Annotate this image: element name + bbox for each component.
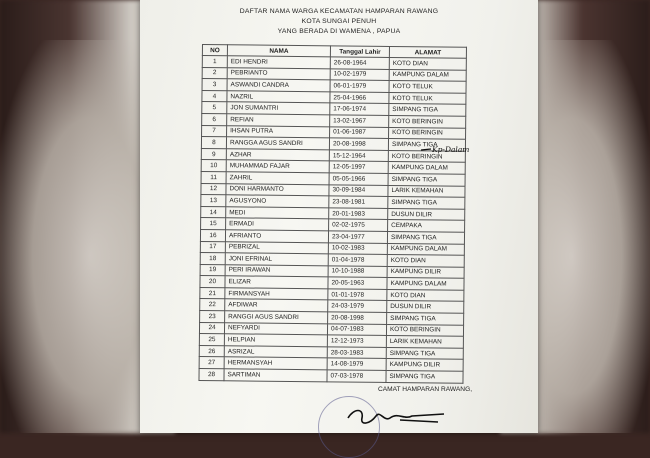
cell-birthdate: 28-03-1983 — [327, 347, 386, 359]
cell-address: KAMPUNG DALAM — [387, 278, 464, 290]
cell-name: PEBRIZAL — [225, 241, 328, 254]
cell-address: SIMPANG TIGA — [386, 347, 463, 359]
cell-name: ELIZAR — [225, 276, 328, 289]
cell-birthdate: 20-08-1998 — [329, 138, 388, 150]
cell-address: KAMPUNG DALAM — [388, 162, 465, 174]
column-header-name: NAMA — [227, 45, 330, 57]
cell-no: 3 — [202, 79, 227, 91]
table-row — [199, 369, 463, 383]
column-header-birthdate: Tanggal Lahir — [330, 46, 389, 58]
cell-address: KOTO DIAN — [387, 255, 464, 267]
cell-birthdate: 20-05-1963 — [328, 277, 387, 289]
cell-name: HELPIAN — [224, 334, 327, 347]
cell-no: 24 — [199, 322, 224, 334]
cell-birthdate: 12-05-1997 — [329, 161, 388, 173]
cell-birthdate: 20-01-1983 — [329, 208, 388, 220]
cell-name: ASRIZAL — [224, 346, 327, 359]
cell-address: SIMPANG TIGA — [389, 104, 466, 116]
cell-name: PEBRIANTO — [227, 67, 330, 80]
cell-no: 1 — [202, 56, 227, 68]
cell-address: KAMPUNG DILIR — [387, 266, 464, 278]
cell-address: KOTO DIAN — [389, 57, 466, 69]
cell-no: 11 — [201, 171, 226, 183]
cell-birthdate: 13-02-1967 — [330, 115, 389, 127]
cell-birthdate: 26-08-1964 — [330, 57, 389, 69]
cell-name: IHSAN PUTRA — [227, 125, 330, 138]
cell-no: 2 — [202, 67, 227, 79]
cell-address: KOTO BERINGIN — [389, 115, 466, 127]
document-title: DAFTAR NAMA WARGA KECAMATAN HAMPARAN RAWANG — [239, 8, 439, 15]
cell-address: KOTO DIAN — [387, 289, 464, 301]
cell-birthdate: 15-12-1964 — [329, 150, 388, 162]
cell-no: 21 — [200, 287, 225, 299]
cell-birthdate: 06-01-1979 — [330, 80, 389, 92]
cell-birthdate: 05-05-1966 — [329, 173, 388, 185]
cell-no: 8 — [201, 137, 226, 149]
cell-no: 23 — [200, 311, 225, 323]
cell-no: 18 — [200, 253, 225, 265]
cell-no: 17 — [200, 241, 225, 253]
cell-no: 9 — [201, 148, 226, 160]
cell-birthdate: 02-02-1975 — [329, 219, 388, 231]
cell-address: KOTO BERINGIN — [389, 127, 466, 139]
column-header-address: ALAMAT — [389, 46, 466, 58]
cell-birthdate: 17-06-1974 — [330, 103, 389, 115]
cell-address: DUSUN DILIR — [387, 301, 464, 313]
cell-address: KOTO TELUK — [389, 92, 466, 104]
cell-address: SIMPANG TIGA — [388, 173, 465, 185]
document-subtitle-location: YANG BERADA DI WAMENA , PAPUA — [277, 28, 401, 35]
cell-name: MUHAMMAD FAJAR — [226, 160, 329, 173]
cell-name: JON SUMANTRI — [227, 102, 330, 115]
cell-address: SIMPANG TIGA — [387, 313, 464, 325]
cell-no: 12 — [201, 183, 226, 195]
cell-birthdate: 23-04-1977 — [328, 231, 387, 243]
cell-address: KOTO BERINGIN — [386, 324, 463, 336]
cell-address: KOTO TELUK — [389, 81, 466, 93]
cell-birthdate: 14-08-1979 — [327, 358, 386, 370]
cell-no: 6 — [202, 113, 227, 125]
cell-no: 7 — [202, 125, 227, 137]
cell-no: 16 — [200, 229, 225, 241]
table-body — [199, 56, 466, 383]
cell-address: KAMPUNG DALAM — [387, 243, 464, 255]
cell-name: DONI HARMANTO — [226, 183, 329, 196]
cell-address: CEMPAKA — [388, 220, 465, 232]
cell-address: DUSUN DILIR — [388, 208, 465, 220]
cell-birthdate: 20-08-1998 — [328, 312, 387, 324]
cell-birthdate: 01-06-1987 — [330, 126, 389, 138]
cell-birthdate: 30-09-1984 — [329, 184, 388, 196]
cell-birthdate: 25-04-1966 — [330, 92, 389, 104]
cell-name: SARTIMAN — [224, 369, 327, 382]
document-subtitle-city: KOTA SUNGAI PENUH — [301, 18, 377, 25]
cell-name: HERMANSYAH — [224, 357, 327, 370]
cell-address: SIMPANG TIGA — [387, 231, 464, 243]
cell-birthdate: 04-07-1983 — [327, 323, 386, 335]
cell-name: PERI IRAWAN — [225, 264, 328, 277]
cell-name: AFDIWAR — [225, 299, 328, 312]
cell-no: 15 — [201, 218, 226, 230]
cell-address: LARIK KEMAHAN — [388, 185, 465, 197]
cell-name: AFRIANTO — [225, 230, 328, 243]
handwritten-annotation — [419, 143, 489, 155]
cell-address: SIMPANG TIGA — [388, 197, 465, 209]
cell-name: ASWANDI CANDRA — [227, 79, 330, 92]
cell-birthdate: 10-10-1988 — [328, 266, 387, 278]
cell-address: SIMPANG TIGA — [386, 370, 463, 382]
cell-birthdate: 07-03-1978 — [327, 370, 386, 382]
cell-birthdate: 24-03-1979 — [328, 300, 387, 312]
cell-name: EDI HENDRI — [227, 56, 330, 69]
blurred-right-region — [520, 40, 650, 433]
cell-birthdate: 10-02-1983 — [328, 242, 387, 254]
cell-birthdate: 01-01-1978 — [328, 289, 387, 301]
residents-table — [198, 44, 470, 383]
cell-no: 22 — [200, 299, 225, 311]
column-header-no: NO — [202, 45, 227, 56]
cell-no: 14 — [201, 206, 226, 218]
cell-birthdate: 01-04-1978 — [328, 254, 387, 266]
cell-no: 13 — [201, 195, 226, 207]
cell-name: RANGGA AGUS SANDRI — [226, 137, 329, 150]
cell-name: ZAHRIL — [226, 172, 329, 185]
signatory-label: CAMAT HAMPARAN RAWANG, — [378, 386, 473, 393]
blurred-left-region — [0, 40, 150, 433]
cell-birthdate: 12-12-1973 — [327, 335, 386, 347]
cell-address: KAMPUNG DILIR — [386, 359, 463, 371]
cell-no: 25 — [199, 334, 224, 346]
cell-address: SIMPANG TIGA — [388, 139, 465, 151]
cell-address: LARIK KEMAHAN — [386, 336, 463, 348]
cell-no: 5 — [202, 102, 227, 114]
cell-birthdate: 10-02-1979 — [330, 68, 389, 80]
cell-name: NEFYARDI — [224, 322, 327, 335]
cell-no: 26 — [199, 345, 224, 357]
cell-no: 20 — [200, 276, 225, 288]
cell-name: JONI EFRINAL — [225, 253, 328, 266]
cell-no: 10 — [201, 160, 226, 172]
cell-name: MEDI — [226, 206, 329, 219]
cell-birthdate: 23-08-1981 — [329, 196, 388, 208]
cell-name: AGUSYONO — [226, 195, 329, 208]
cell-no: 28 — [199, 369, 224, 381]
cell-name: NAZRIL — [227, 91, 330, 104]
document-paper — [140, 0, 538, 433]
cell-no: 27 — [199, 357, 224, 369]
cell-address: KOTO BERINGIN — [388, 150, 465, 162]
cell-name: ERMADI — [226, 218, 329, 231]
cell-name: REFIAN — [227, 114, 330, 127]
cell-name: RANGGI AGUS SANDRI — [225, 311, 328, 324]
cell-name: AZHAR — [226, 149, 329, 162]
cell-name: FIRMANSYAH — [225, 288, 328, 301]
handwritten-note-text: Kp-Dalam — [432, 145, 470, 154]
cell-address: KAMPUNG DALAM — [389, 69, 466, 81]
signature-mark — [340, 398, 450, 433]
cell-no: 19 — [200, 264, 225, 276]
cell-no: 4 — [202, 90, 227, 102]
